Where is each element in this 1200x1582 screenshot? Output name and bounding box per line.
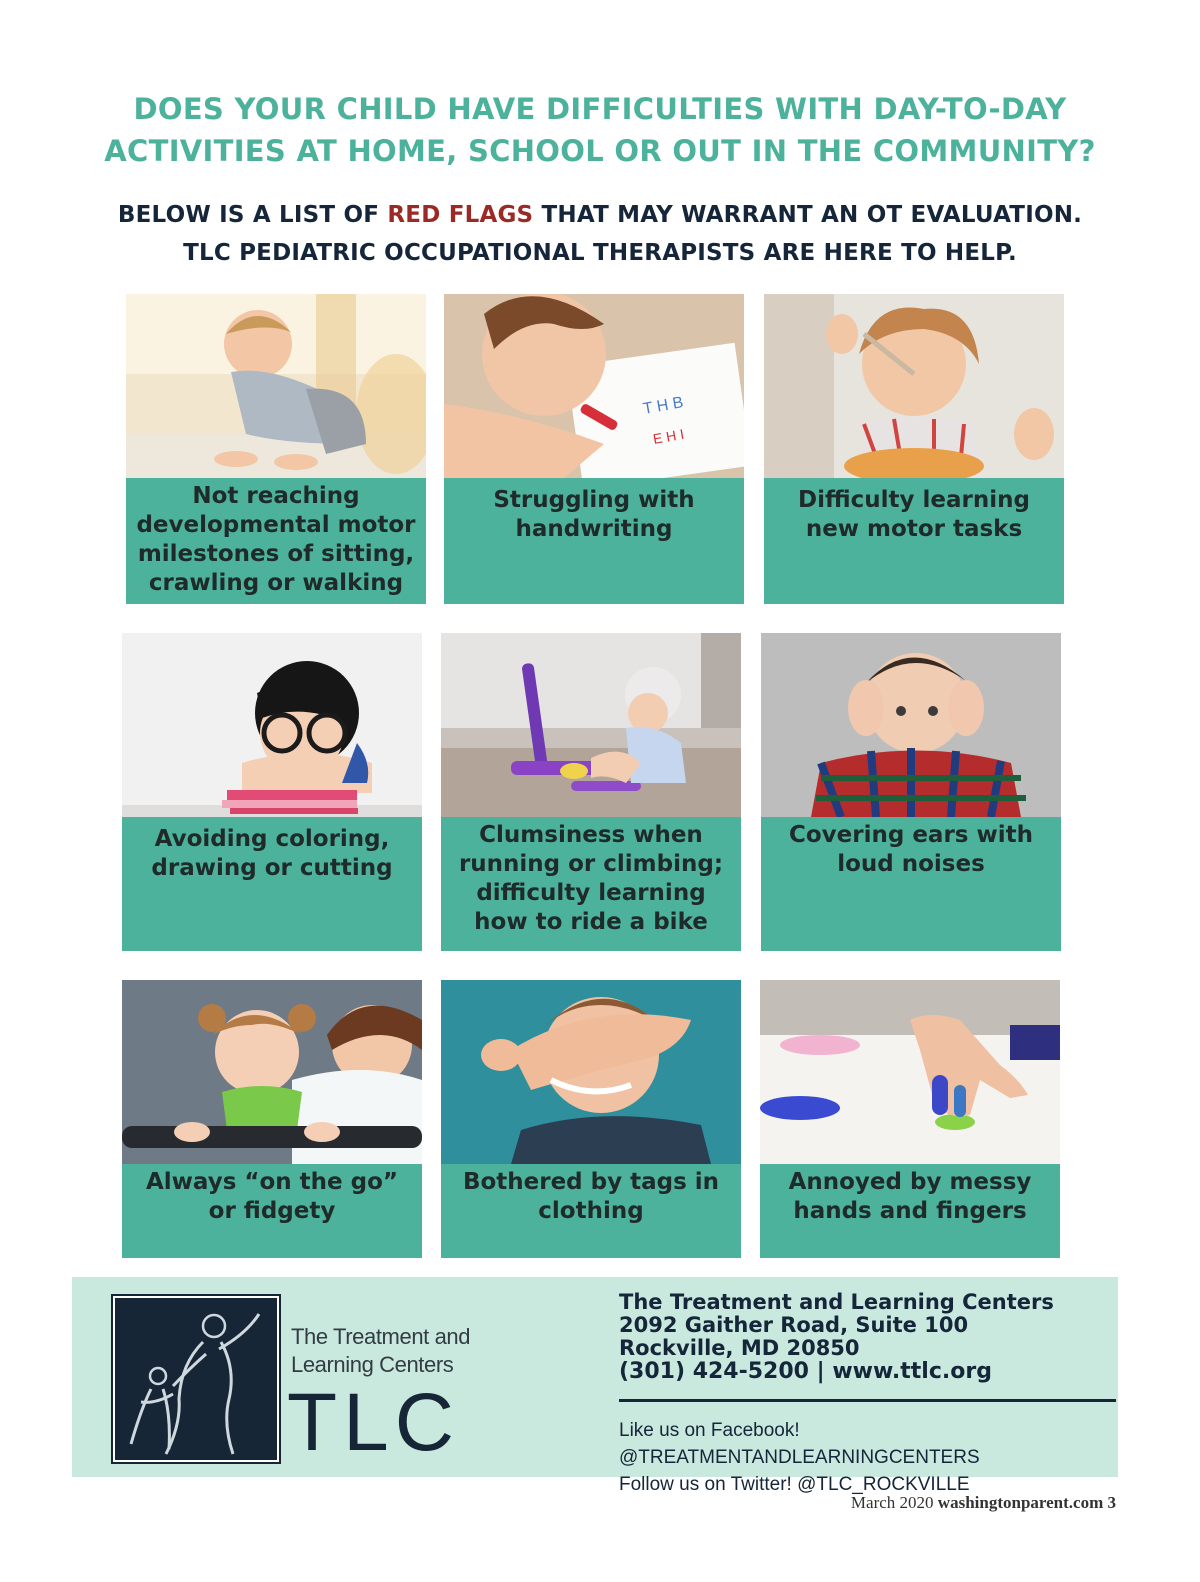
subheading-line1 (0, 196, 1200, 234)
child-writing-photo (444, 294, 744, 478)
main-heading-line1: DOES YOUR CHILD HAVE DIFFICULTIES WITH DAY-TO-DAY (133, 92, 1067, 126)
girl-with-glasses-photo (122, 633, 422, 817)
red-flags-highlight: RED FLAGS (387, 202, 534, 228)
page-folio (851, 1493, 1116, 1513)
svg-text:E H I: E H I (651, 425, 686, 447)
folio-date: March 2020 (850, 1493, 938, 1512)
hand-finger-paint-photo (760, 980, 1060, 1164)
child-eating-spaghetti-photo (764, 294, 1064, 478)
logo-wordmark (291, 1323, 511, 1379)
card-caption: Avoiding coloring, drawing or cutting (122, 817, 422, 951)
phone-website: (301) 424-5200 | www.ttlc.org (619, 1359, 992, 1384)
footer-banner (72, 1277, 1118, 1495)
card-caption: Annoyed by messy hands and fingers (760, 1164, 1060, 1258)
girl-on-bar-photo (122, 980, 422, 1164)
subheading (0, 196, 1200, 272)
address-line1: 2092 Gaither Road, Suite 100 (619, 1313, 969, 1337)
card-caption: Difficulty learning new motor tasks (764, 478, 1064, 604)
social-block (619, 1417, 1116, 1498)
child-covering-ears-photo (761, 633, 1061, 817)
card-caption: Struggling with handwriting (444, 478, 744, 604)
scooter-illustration (441, 633, 741, 817)
contact-block (619, 1291, 1099, 1383)
card-caption: Clumsiness when running or climbing; difficulty learning how to ride a bike (441, 817, 741, 951)
twitter-line: Follow us on Twitter! @TLC_ROCKVILLE (619, 1474, 970, 1495)
subheading-line2: TLC PEDIATRIC OCCUPATIONAL THERAPISTS ARE HERE TO HELP. (183, 240, 1017, 266)
card-caption: Bothered by tags in clothing (441, 1164, 741, 1258)
covering-ears-illustration (761, 633, 1061, 817)
footer-divider (619, 1399, 1116, 1402)
main-heading-line2: ACTIVITIES AT HOME, SCHOOL OR OUT IN THE COMMUNITY? (104, 134, 1096, 168)
boy-covering-face-photo (441, 980, 741, 1164)
family-figures-icon (111, 1294, 281, 1464)
org-name: The Treatment and Learning Centers (619, 1290, 1054, 1314)
boy-face-illustration (441, 980, 741, 1164)
baby-crawling-illustration (126, 294, 426, 478)
logo-name-line1: The Treatment and (291, 1324, 471, 1349)
logo-name-line2: Learning Centers (291, 1352, 454, 1377)
subheading-text: BELOW IS A LIST OF (117, 202, 388, 228)
girl-glasses-illustration (122, 633, 422, 817)
finger-paint-illustration (760, 980, 1060, 1164)
folio-site: washingtonparent.com (937, 1493, 1104, 1512)
girl-bar-illustration (122, 980, 422, 1164)
subheading-text-after: THAT MAY WARRANT AN OT EVALUATION. (533, 202, 1083, 228)
card-caption: Covering ears with loud noises (761, 817, 1061, 951)
card-caption: Not reaching developmental motor milestones of sitting, crawling or walking (126, 478, 426, 604)
child-eating-illustration (764, 294, 1064, 478)
folio-page: 3 (1103, 1493, 1116, 1512)
child-writing-illustration (444, 294, 744, 478)
svg-text:T H B: T H B (641, 394, 685, 418)
child-fallen-scooter-photo (441, 633, 741, 817)
baby-crawling-photo (126, 294, 426, 478)
facebook-line: Like us on Facebook! @TREATMENTANDLEARNINGCENTERS (619, 1420, 980, 1468)
logo-abbreviation: TLC (287, 1377, 460, 1468)
tlc-logo-mark (111, 1294, 281, 1464)
address-line2: Rockville, MD 20850 (619, 1336, 860, 1360)
card-caption: Always “on the go” or fidgety (122, 1164, 422, 1258)
main-heading (0, 88, 1200, 172)
